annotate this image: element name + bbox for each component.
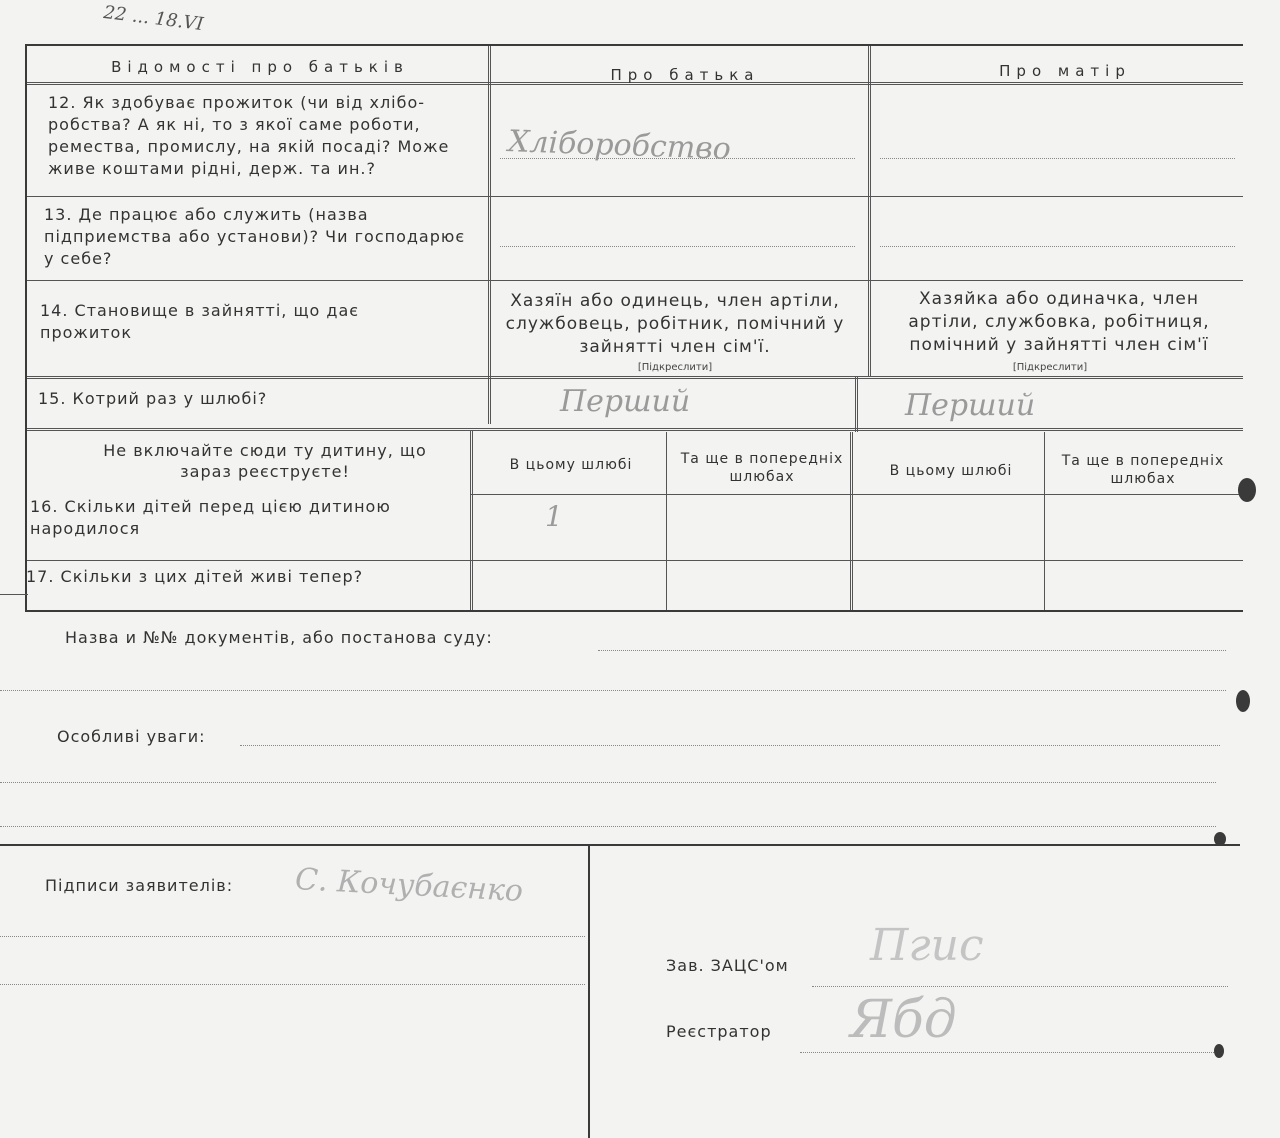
binding-hole: [1238, 478, 1256, 502]
documents-line: [598, 650, 1226, 651]
documents-label: Назва и №№ документів, або постанова суду:: [65, 628, 493, 647]
binding-hole: [1236, 690, 1250, 712]
underline-note-mother: [Підкреслити]: [1012, 362, 1088, 373]
note-exclude-child: Не включайте сюди ту дитину, що зараз реєструєте!: [103, 441, 427, 481]
handwritten-marriage-father: Перший: [560, 384, 691, 419]
divider: [868, 46, 871, 376]
q14-father-options: Хазяїн або одинець, член артіли, службовець, робітник, помічний у зайнятті член сім'ї.: [505, 291, 845, 357]
header-father: Про батька: [610, 66, 760, 84]
divider: [855, 376, 858, 432]
answer-line: [880, 246, 1235, 247]
remarks-line-2: [0, 782, 1216, 783]
mother-this-marriage: В цьому шлюбі: [889, 463, 1013, 479]
divider: [27, 560, 1243, 561]
question-13: 13. Де працює або служить (назва підприемства або установи)? Чи господарює у себе?: [44, 205, 466, 268]
divider: [0, 594, 28, 595]
question-14: 14. Становище в зайнятті, що дає прожиток: [40, 301, 360, 342]
remarks-line: [240, 745, 1220, 746]
divider: [27, 280, 1243, 281]
answer-line: [880, 158, 1235, 159]
divider: [666, 432, 667, 610]
remarks-line-3: [0, 826, 1216, 827]
signature-line-1: [0, 936, 585, 937]
question-16: 16. Скільки дітей перед цією дитиною народилося: [30, 497, 391, 538]
father-prev-marriages: Та ще в попередніх шлюбах: [680, 451, 844, 485]
question-12: 12. Як здобуває прожиток (чи від хлібо-робства? А як ні, то з якої саме роботи, ремества, промислу, на якій посаді? Може живе коштами рідні, держ. та ин.?: [48, 93, 450, 178]
signature-line-2: [0, 984, 585, 985]
divider: [488, 46, 491, 424]
header-parents-info: Відомості про батьків: [111, 58, 409, 76]
divider: [27, 428, 1243, 431]
signature-section-top: [0, 844, 1240, 846]
divider: [27, 376, 1243, 379]
binding-hole: [1214, 832, 1226, 846]
divider: [470, 494, 1243, 495]
registrar-signature-line: [800, 1052, 1220, 1053]
signatures-label: Підписи заявителів:: [45, 876, 234, 895]
divider: [470, 430, 473, 610]
answer-line: [500, 246, 855, 247]
head-signature-line: [812, 986, 1228, 987]
applicant-signature: С. Кочубаєнко: [294, 862, 524, 909]
remarks-label: Особливі уваги:: [57, 727, 206, 746]
question-17: 17. Скільки з цих дітей живі тепер?: [26, 567, 364, 586]
registrar-label: Реєстратор: [666, 1022, 772, 1041]
binding-hole: [1214, 1044, 1224, 1058]
documents-line-2: [0, 690, 1226, 691]
registrar-signature: Ябд: [850, 990, 957, 1050]
mother-prev-marriages: Та ще в попередніх шлюбах: [1061, 453, 1225, 487]
handwritten-occupation-father: Хліборобство: [507, 124, 732, 167]
divider: [1044, 432, 1045, 610]
top-handwritten-note: 22 ... 18.VI: [102, 2, 205, 36]
divider: [27, 196, 1243, 197]
underline-note-father: [Підкреслити]: [637, 362, 713, 373]
handwritten-marriage-mother: Перший: [905, 388, 1036, 423]
signature-divider: [588, 846, 590, 1138]
head-label: Зав. ЗАЦС'ом: [666, 956, 789, 975]
head-signature: Пгис: [870, 920, 984, 971]
handwritten-children-father: 1: [545, 500, 563, 533]
header-mother: Про матір: [999, 62, 1131, 80]
q14-mother-options: Хазяйка або одиначка, член артіли, службовка, робітниця, помічний у зайнятті член сім'ї: [908, 289, 1210, 355]
father-this-marriage: В цьому шлюбі: [509, 457, 633, 473]
question-15: 15. Котрий раз у шлюбі?: [38, 389, 268, 408]
